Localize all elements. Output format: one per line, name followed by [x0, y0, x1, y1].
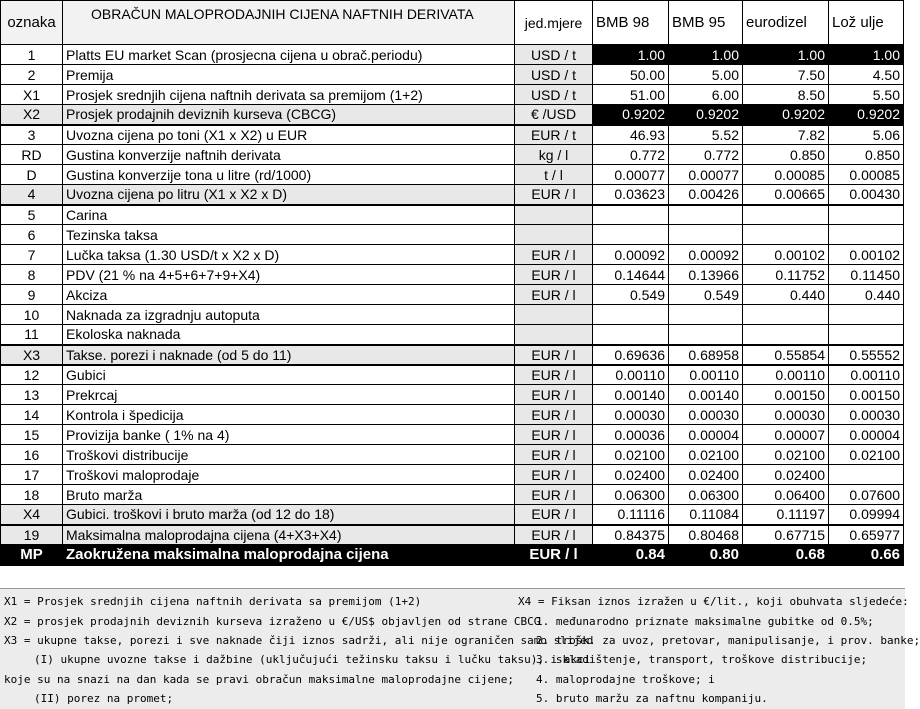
table-row	[1, 285, 904, 305]
note-x4-4: 4. maloprodajne troškove; i	[536, 673, 715, 686]
row-unit[interactable]: EUR / l	[515, 385, 593, 405]
row-description[interactable]: Provizija banke ( 1% na 4)	[63, 425, 515, 445]
table-row	[1, 145, 904, 165]
table-row	[1, 265, 904, 285]
row-id[interactable]: X1	[1, 85, 63, 105]
value-cell[interactable]	[593, 225, 669, 245]
row-unit[interactable]	[515, 325, 593, 345]
note-x4-1: 1. međunarodno priznate maksimalne gubitke od 0.5%;	[536, 615, 874, 628]
value-cell[interactable]: 0.00110	[743, 365, 829, 385]
table-row	[1, 425, 904, 445]
value-cell[interactable]: 1.00	[743, 45, 829, 65]
row-id[interactable]: 10	[1, 305, 63, 325]
value-cell[interactable]: 0.00085	[743, 165, 829, 185]
value-cell[interactable]: 0.00007	[743, 425, 829, 445]
value-cell[interactable]: 0.00102	[743, 245, 829, 265]
value-cell[interactable]: 0.549	[593, 285, 669, 305]
value-cell[interactable]: 0.11116	[593, 505, 669, 525]
value-cell[interactable]: 0.02100	[829, 445, 904, 465]
value-cell[interactable]: 0.84	[593, 545, 669, 566]
note-x2: X2 = prosjek prodajnih deviznih kurseva izraženo u €/US$ objavljen od strane CBCG	[4, 615, 541, 628]
row-unit[interactable]: USD / t	[515, 45, 593, 65]
row-unit[interactable]: EUR / l	[515, 265, 593, 285]
value-cell[interactable]	[743, 305, 829, 325]
table-row	[1, 205, 904, 225]
row-description[interactable]: Maksimalna maloprodajna cijena (4+X3+X4)	[63, 525, 515, 545]
final-price-row	[1, 545, 904, 566]
row-id[interactable]: 13	[1, 385, 63, 405]
table-row	[1, 125, 904, 145]
row-unit[interactable]	[515, 305, 593, 325]
table-row	[1, 485, 904, 505]
row-id[interactable]: D	[1, 165, 63, 185]
value-cell[interactable]: 0.68	[743, 545, 829, 566]
value-cell[interactable]: 0.09994	[829, 505, 904, 525]
row-description[interactable]: Uvozna cijena po toni (X1 x X2) u EUR	[63, 125, 515, 145]
value-cell[interactable]: 0.00150	[743, 385, 829, 405]
value-cell[interactable]: 0.00030	[593, 405, 669, 425]
value-cell[interactable]: 0.03623	[593, 185, 669, 205]
table-row	[1, 65, 904, 85]
value-cell[interactable]: 0.772	[593, 145, 669, 165]
header-row	[1, 1, 904, 45]
value-cell[interactable]: 0.07600	[829, 485, 904, 505]
value-cell[interactable]	[593, 325, 669, 345]
value-cell[interactable]: 0.00426	[669, 185, 743, 205]
value-cell[interactable]: 0.68958	[669, 345, 743, 365]
row-description[interactable]: Bruto marža	[63, 485, 515, 505]
value-cell[interactable]	[669, 205, 743, 225]
row-description[interactable]: Troškovi distribucije	[63, 445, 515, 465]
row-id[interactable]: 12	[1, 365, 63, 385]
value-cell[interactable]: 50.00	[593, 65, 669, 85]
row-id[interactable]: 16	[1, 445, 63, 465]
table-row	[1, 445, 904, 465]
value-cell[interactable]: 5.06	[829, 125, 904, 145]
note-x1: X1 = Prosjek srednjih cijena naftnih derivata sa premijom (1+2)	[4, 595, 422, 608]
row-unit[interactable]	[515, 225, 593, 245]
value-cell[interactable]: 0.850	[743, 145, 829, 165]
value-cell[interactable]	[743, 225, 829, 245]
value-cell[interactable]: 0.02400	[593, 465, 669, 485]
value-cell[interactable]: 0.11752	[743, 265, 829, 285]
note-x3-ii: (II) porez na promet;	[34, 692, 174, 705]
row-description[interactable]: Premija	[63, 65, 515, 85]
value-cell[interactable]: 0.02100	[669, 445, 743, 465]
note-x3-cont: koje su na snazi na dan kada se pravi obračun maksimalne maloprodajne cijene;	[4, 673, 514, 686]
row-description[interactable]: Gustina konverzije naftnih derivata	[63, 145, 515, 165]
row-unit[interactable]: EUR / l	[515, 485, 593, 505]
value-cell[interactable]: 0.02400	[743, 465, 829, 485]
note-x3: X3 = ukupne takse, porezi i sve naknade čiji iznos sadrži, ali nije ograničen samo slijed	[4, 634, 594, 647]
row-unit[interactable]: EUR / l	[515, 525, 593, 545]
table-row	[1, 505, 904, 525]
value-cell[interactable]: 0.55854	[743, 345, 829, 365]
value-cell[interactable]: 1.00	[593, 45, 669, 65]
row-description[interactable]: Tezinska taksa	[63, 225, 515, 245]
row-unit[interactable]: t / l	[515, 165, 593, 185]
row-description[interactable]: Kontrola i špedicija	[63, 405, 515, 425]
value-cell[interactable]: 0.00030	[743, 405, 829, 425]
row-unit[interactable]: kg / l	[515, 145, 593, 165]
value-cell[interactable]	[593, 305, 669, 325]
row-id[interactable]: 14	[1, 405, 63, 425]
table-row	[1, 105, 904, 125]
value-cell[interactable]: 0.9202	[593, 105, 669, 125]
value-cell[interactable]: 0.00036	[593, 425, 669, 445]
row-description[interactable]: Ekoloska naknada	[63, 325, 515, 345]
row-description[interactable]: Troškovi maloprodaje	[63, 465, 515, 485]
value-cell[interactable]: 46.93	[593, 125, 669, 145]
value-cell[interactable]: 0.00110	[829, 365, 904, 385]
value-cell[interactable]: 0.67715	[743, 525, 829, 545]
row-description[interactable]: Prosjek srednjih cijena naftnih derivata sa premijom (1+2)	[63, 85, 515, 105]
value-cell[interactable]: 0.00150	[829, 385, 904, 405]
row-unit[interactable]: € /USD	[515, 105, 593, 125]
value-cell[interactable]: 0.549	[669, 285, 743, 305]
value-cell[interactable]: 0.850	[829, 145, 904, 165]
value-cell[interactable]: 0.11197	[743, 505, 829, 525]
value-cell[interactable]: 0.00004	[669, 425, 743, 445]
table-row	[1, 325, 904, 345]
table-row	[1, 185, 904, 205]
value-cell[interactable]: 0.69636	[593, 345, 669, 365]
row-unit[interactable]: USD / t	[515, 65, 593, 85]
table-row	[1, 465, 904, 485]
value-cell[interactable]: 0.00092	[669, 245, 743, 265]
row-unit[interactable]: EUR / l	[515, 285, 593, 305]
value-cell[interactable]: 0.02400	[669, 465, 743, 485]
row-unit[interactable]: EUR / l	[515, 245, 593, 265]
value-cell[interactable]: 0.00030	[829, 405, 904, 425]
table-row	[1, 305, 904, 325]
row-description[interactable]: Naknada za izgradnju autoputa	[63, 305, 515, 325]
header-unit[interactable]: jed.mjere	[515, 1, 593, 45]
row-unit[interactable]: EUR / l	[515, 345, 593, 365]
value-cell[interactable]: 0.06300	[669, 485, 743, 505]
value-cell[interactable]: 0.9202	[743, 105, 829, 125]
value-cell[interactable]: 4.50	[829, 65, 904, 85]
row-id[interactable]: 3	[1, 125, 63, 145]
value-cell[interactable]: 0.00665	[743, 185, 829, 205]
row-id[interactable]: 18	[1, 485, 63, 505]
row-id[interactable]: 2	[1, 65, 63, 85]
value-cell[interactable]: 5.52	[669, 125, 743, 145]
value-cell[interactable]	[829, 205, 904, 225]
row-description[interactable]: Platts EU market Scan (prosjecna cijena u obrač.periodu)	[63, 45, 515, 65]
row-description[interactable]: Takse. porezi i naknade (od 5 do 11)	[63, 345, 515, 365]
value-cell[interactable]: 0.02100	[593, 445, 669, 465]
table-row	[1, 165, 904, 185]
value-cell[interactable]: 0.00077	[669, 165, 743, 185]
notes-panel	[0, 588, 920, 709]
row-unit[interactable]: EUR / l	[515, 405, 593, 425]
row-id[interactable]: 4	[1, 185, 63, 205]
table-row	[1, 405, 904, 425]
row-description[interactable]: Gustina konverzije tona u litre (rd/1000)	[63, 165, 515, 185]
value-cell[interactable]: 5.00	[669, 65, 743, 85]
table-row	[1, 385, 904, 405]
value-cell[interactable]: 5.50	[829, 85, 904, 105]
row-description[interactable]: Carina	[63, 205, 515, 225]
row-id[interactable]: 11	[1, 325, 63, 345]
row-id[interactable]: 15	[1, 425, 63, 445]
value-cell[interactable]: 0.80468	[669, 525, 743, 545]
value-cell[interactable]: 1.00	[829, 45, 904, 65]
note-x4: X4 = Fiksan iznos izražen u €/lit., koji obuhvata sljedeće:	[518, 595, 909, 608]
value-cell[interactable]	[743, 325, 829, 345]
value-cell[interactable]	[829, 465, 904, 485]
value-cell[interactable]: 7.82	[743, 125, 829, 145]
row-id[interactable]: RD	[1, 145, 63, 165]
value-cell[interactable]: 8.50	[743, 85, 829, 105]
header-bmb98[interactable]: BMB 98	[593, 1, 669, 45]
table-row	[1, 345, 904, 365]
row-id[interactable]: 19	[1, 525, 63, 545]
value-cell[interactable]	[669, 305, 743, 325]
value-cell[interactable]: 0.440	[743, 285, 829, 305]
value-cell[interactable]	[743, 205, 829, 225]
value-cell[interactable]: 0.55552	[829, 345, 904, 365]
value-cell[interactable]: 0.440	[829, 285, 904, 305]
value-cell[interactable]: 0.00030	[669, 405, 743, 425]
row-description[interactable]: Akciza	[63, 285, 515, 305]
header-loz-ulje[interactable]: Lož ulje	[829, 1, 904, 45]
row-unit[interactable]	[515, 205, 593, 225]
value-cell[interactable]: 0.00110	[593, 365, 669, 385]
row-unit[interactable]: EUR / l	[515, 425, 593, 445]
table-row	[1, 45, 904, 65]
value-cell[interactable]: 0.11084	[669, 505, 743, 525]
row-description[interactable]: Prekrcaj	[63, 385, 515, 405]
value-cell[interactable]	[829, 325, 904, 345]
value-cell[interactable]: 0.06400	[743, 485, 829, 505]
row-description[interactable]: Gubici	[63, 365, 515, 385]
value-cell[interactable]: 0.9202	[829, 105, 904, 125]
value-cell[interactable]: 0.65977	[829, 525, 904, 545]
row-id[interactable]: 7	[1, 245, 63, 265]
note-x3-i: (I) ukupne uvozne takse i dažbine (uključujući težinsku taksu i lučku taksu), i akci	[34, 653, 591, 666]
value-cell[interactable]: 0.66	[829, 545, 904, 566]
row-id[interactable]: X3	[1, 345, 63, 365]
row-description[interactable]: Zaokružena maksimalna maloprodajna cijena	[63, 545, 515, 566]
row-id[interactable]: 6	[1, 225, 63, 245]
value-cell[interactable]: 51.00	[593, 85, 669, 105]
value-cell[interactable]: 0.00077	[593, 165, 669, 185]
value-cell[interactable]: 0.14644	[593, 265, 669, 285]
value-cell[interactable]	[669, 225, 743, 245]
table-row	[1, 365, 904, 385]
table-row	[1, 225, 904, 245]
row-unit[interactable]: USD / t	[515, 85, 593, 105]
row-description[interactable]: Gubici. troškovi i bruto marža (od 12 do 18)	[63, 505, 515, 525]
value-cell[interactable]: 0.00004	[829, 425, 904, 445]
row-unit[interactable]: EUR / l	[515, 445, 593, 465]
header-eurodizel[interactable]: eurodizel	[743, 1, 829, 45]
value-cell[interactable]: 0.11450	[829, 265, 904, 285]
row-unit[interactable]: EUR / l	[515, 545, 593, 566]
value-cell[interactable]: 0.00110	[669, 365, 743, 385]
row-unit[interactable]: EUR / l	[515, 365, 593, 385]
note-x4-5: 5. bruto maržu za naftnu kompaniju.	[536, 692, 768, 705]
value-cell[interactable]: 0.00085	[829, 165, 904, 185]
row-id[interactable]: X2	[1, 105, 63, 125]
value-cell[interactable]: 6.00	[669, 85, 743, 105]
row-id[interactable]: X4	[1, 505, 63, 525]
value-cell[interactable]: 0.00140	[593, 385, 669, 405]
row-id[interactable]: 8	[1, 265, 63, 285]
value-cell[interactable]: 0.02100	[743, 445, 829, 465]
value-cell[interactable]: 1.00	[669, 45, 743, 65]
row-id[interactable]: 5	[1, 205, 63, 225]
row-unit[interactable]: EUR / t	[515, 125, 593, 145]
row-unit[interactable]: EUR / l	[515, 505, 593, 525]
header-oznaka[interactable]: oznaka	[1, 1, 63, 45]
row-unit[interactable]: EUR / l	[515, 465, 593, 485]
table-title[interactable]: OBRAČUN MALOPRODAJNIH CIJENA NAFTNIH DERIVATA	[63, 1, 515, 45]
row-id[interactable]: 17	[1, 465, 63, 485]
row-description[interactable]: Uvozna cijena po litru (X1 x X2 x D)	[63, 185, 515, 205]
table-row	[1, 525, 904, 545]
note-x4-2: 2. trošk. za uvoz, pretovar, manipulisanje, i prov. banke;	[536, 634, 920, 647]
value-cell[interactable]: 0.00430	[829, 185, 904, 205]
table-row	[1, 245, 904, 265]
row-unit[interactable]: EUR / l	[515, 185, 593, 205]
row-id[interactable]: MP	[1, 545, 63, 566]
value-cell[interactable]	[829, 305, 904, 325]
header-bmb95[interactable]: BMB 95	[669, 1, 743, 45]
value-cell[interactable]	[829, 225, 904, 245]
table-row	[1, 85, 904, 105]
row-id[interactable]: 9	[1, 285, 63, 305]
row-id[interactable]: 1	[1, 45, 63, 65]
row-description[interactable]: PDV (21 % na 4+5+6+7+9+X4)	[63, 265, 515, 285]
value-cell[interactable]: 0.06300	[593, 485, 669, 505]
note-x4-3: 3. skladištenje, transport, troškove distribucije;	[536, 653, 868, 666]
row-description[interactable]: Prosjek prodajnih deviznih kurseva (CBCG)	[63, 105, 515, 125]
value-cell[interactable]: 0.00102	[829, 245, 904, 265]
value-cell[interactable]: 0.00140	[669, 385, 743, 405]
value-cell[interactable]: 0.84375	[593, 525, 669, 545]
value-cell[interactable]: 0.13966	[669, 265, 743, 285]
value-cell[interactable]: 0.80	[669, 545, 743, 566]
value-cell[interactable]: 0.9202	[669, 105, 743, 125]
value-cell[interactable]: 0.772	[669, 145, 743, 165]
value-cell[interactable]	[669, 325, 743, 345]
value-cell[interactable]	[593, 205, 669, 225]
row-description[interactable]: Lučka taksa (1.30 USD/t x X2 x D)	[63, 245, 515, 265]
value-cell[interactable]: 0.00092	[593, 245, 669, 265]
value-cell[interactable]: 7.50	[743, 65, 829, 85]
